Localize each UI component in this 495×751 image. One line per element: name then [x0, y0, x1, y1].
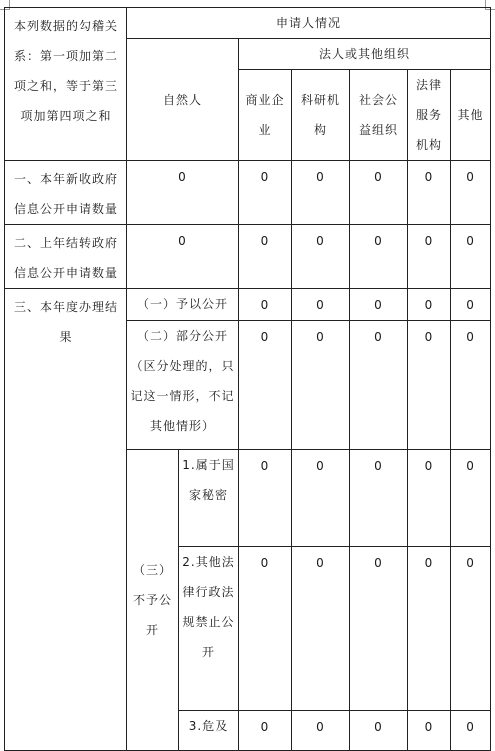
value-social-welfare: 0 — [350, 547, 408, 711]
value-legal-service: 0 — [408, 289, 451, 321]
value-commercial: 0 — [239, 289, 292, 321]
applicant-status-header: 申请人情况 — [127, 8, 491, 39]
value-social-welfare: 0 — [350, 289, 408, 321]
value-research: 0 — [292, 711, 350, 751]
value-social-welfare: 0 — [350, 161, 408, 225]
value-commercial: 0 — [239, 547, 292, 711]
value-research: 0 — [292, 321, 350, 450]
value-other: 0 — [451, 225, 491, 289]
value-research: 0 — [292, 289, 350, 321]
value-commercial: 0 — [239, 321, 292, 450]
value-research: 0 — [292, 225, 350, 289]
value-commercial: 0 — [239, 161, 292, 225]
value-legal-service: 0 — [408, 161, 451, 225]
value-social-welfare: 0 — [350, 711, 408, 751]
header-row-1 — [5, 8, 491, 39]
value-research: 0 — [292, 450, 350, 547]
value-social-welfare: 0 — [350, 225, 408, 289]
natural-person-header: 自然人 — [127, 39, 239, 161]
sub-item-label: 1.属于国家秘密 — [179, 450, 239, 547]
sub-item-label: 3.危及 — [179, 711, 239, 751]
table-row — [5, 225, 491, 289]
social-welfare-header: 社会公益组织 — [350, 70, 408, 161]
value-legal-service: 0 — [408, 711, 451, 751]
value-other: 0 — [451, 450, 491, 547]
value-natural-person: 0 — [127, 225, 239, 289]
legal-service-header: 法律服务机构 — [408, 70, 451, 161]
value-commercial: 0 — [239, 225, 292, 289]
value-social-welfare: 0 — [350, 450, 408, 547]
result-item-label: （三）不予公开 — [127, 450, 179, 751]
value-legal-service: 0 — [408, 321, 451, 450]
table-row — [5, 161, 491, 225]
value-commercial: 0 — [239, 711, 292, 751]
value-legal-service: 0 — [408, 547, 451, 711]
disclosure-statistics-table — [4, 7, 491, 751]
other-header: 其他 — [451, 70, 491, 161]
value-legal-service: 0 — [408, 450, 451, 547]
value-legal-service: 0 — [408, 225, 451, 289]
sub-item-label: 2.其他法律行政法规禁止公开 — [179, 547, 239, 711]
commercial-header: 商业企业 — [239, 70, 292, 161]
corner-note-cell: 本列数据的勾稽关系：第一项加第二项之和，等于第三项加第四项之和 — [5, 8, 127, 161]
table-row — [5, 289, 491, 321]
row-label: 二、上年结转政府信息公开申请数量 — [5, 225, 127, 289]
research-header: 科研机构 — [292, 70, 350, 161]
row-label: 三、本年度办理结果 — [5, 289, 127, 751]
result-item-label: （一）予以公开 — [127, 289, 239, 321]
value-other: 0 — [451, 289, 491, 321]
row-label: 一、本年新收政府信息公开申请数量 — [5, 161, 127, 225]
value-other: 0 — [451, 161, 491, 225]
value-commercial: 0 — [239, 450, 292, 547]
result-item-label: （二）部分公开（区分处理的，只记这一情形，不记其他情形） — [127, 321, 239, 450]
value-research: 0 — [292, 161, 350, 225]
value-other: 0 — [451, 547, 491, 711]
value-natural-person: 0 — [127, 161, 239, 225]
legal-entities-header: 法人或其他组织 — [239, 39, 491, 70]
value-other: 0 — [451, 321, 491, 450]
value-research: 0 — [292, 547, 350, 711]
value-other: 0 — [451, 711, 491, 751]
value-social-welfare: 0 — [350, 321, 408, 450]
